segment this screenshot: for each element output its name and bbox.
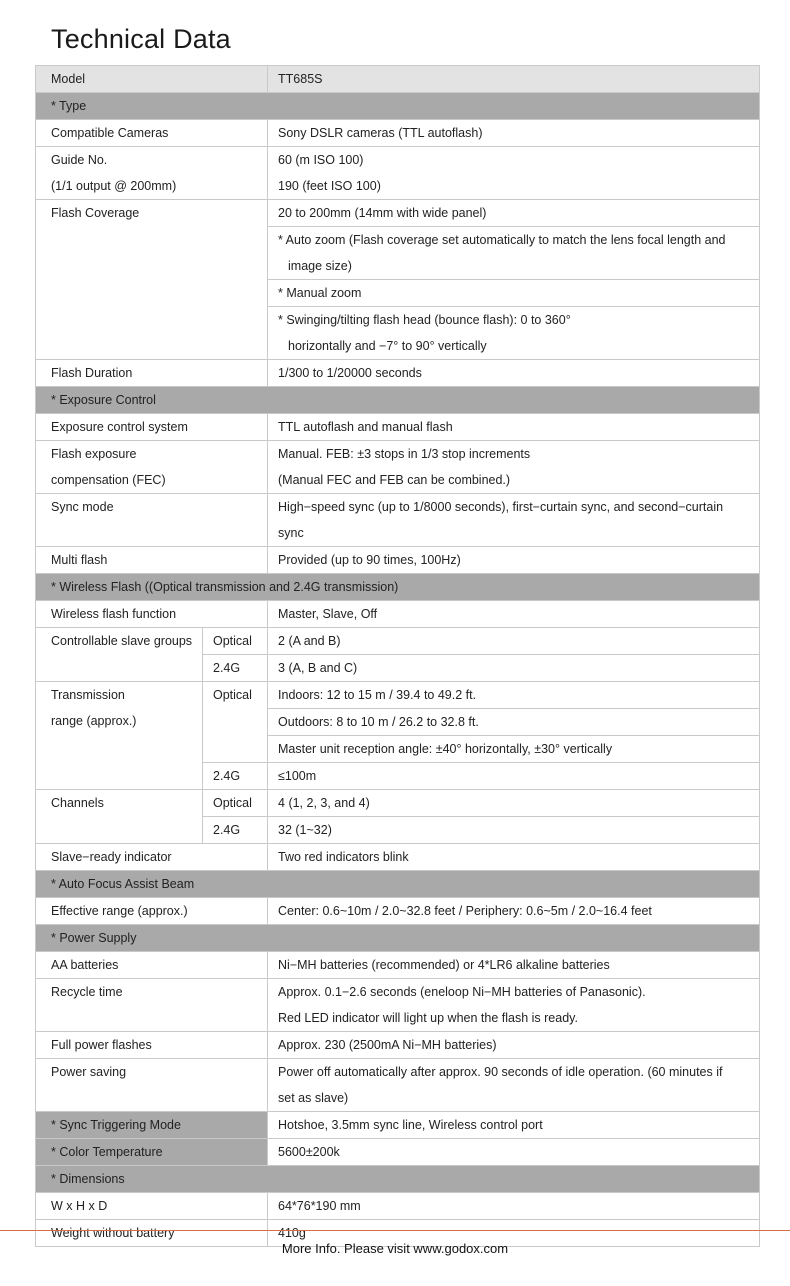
table-row — [36, 1059, 760, 1112]
spec-value-line: set as slave) — [278, 1091, 349, 1105]
spec-value: Indoors: 12 to 15 m / 39.4 to 49.2 ft. — [268, 682, 760, 709]
spec-label-line: range (approx.) — [51, 714, 137, 728]
spec-value-line: sync — [278, 526, 304, 540]
table-row — [36, 120, 760, 147]
spec-value: 32 (1~32) — [268, 817, 760, 844]
spec-label-line: (1/1 output @ 200mm) — [51, 179, 177, 193]
table-row — [36, 952, 760, 979]
section-title: * Type — [36, 93, 760, 120]
spec-value: 64*76*190 mm — [268, 1193, 760, 1220]
spec-value: 1/300 to 1/20000 seconds — [268, 360, 760, 387]
table-row — [36, 898, 760, 925]
section-header-af-assist — [36, 871, 760, 898]
spec-value-line: High−speed sync (up to 1/8000 seconds), first−curtain sync, and second−curtain — [278, 500, 724, 514]
spec-label: Channels — [36, 790, 203, 844]
spec-label-line: Flash exposure — [51, 447, 137, 461]
spec-label: Flash Duration — [36, 360, 268, 387]
section-title: * Dimensions — [36, 1166, 760, 1193]
spec-label: AA batteries — [36, 952, 268, 979]
spec-value-line: 60 (m ISO 100) — [278, 153, 364, 167]
spec-value: ≤100m — [268, 763, 760, 790]
spec-label: Power saving — [36, 1059, 268, 1112]
spec-value: * Manual zoom — [268, 280, 760, 307]
spec-value: Sony DSLR cameras (TTL autoflash) — [268, 120, 760, 147]
spec-value — [268, 441, 760, 494]
spec-label — [36, 441, 268, 494]
spec-value: 5600±200k — [268, 1139, 760, 1166]
spec-value: Hotshoe, 3.5mm sync line, Wireless control port — [268, 1112, 760, 1139]
section-header-exposure — [36, 387, 760, 414]
spec-label-line: compensation (FEC) — [51, 473, 166, 487]
page-title: Technical Data — [51, 24, 231, 54]
table-row — [36, 547, 760, 574]
section-title: * Exposure Control — [36, 387, 760, 414]
spec-value: Approx. 230 (2500mA Ni−MH batteries) — [268, 1032, 760, 1059]
section-header-power — [36, 925, 760, 952]
section-header-type — [36, 93, 760, 120]
spec-value-line: * Auto zoom (Flash coverage set automatically to match the lens focal length and — [278, 233, 726, 247]
spec-label: Wireless flash function — [36, 601, 268, 628]
footer-divider — [0, 1230, 790, 1231]
section-title: * Color Temperature — [36, 1139, 268, 1166]
spec-value-line: (Manual FEC and FEB can be combined.) — [278, 473, 511, 487]
spec-value-line: image size) — [288, 259, 352, 273]
transmission-type: 2.4G — [203, 763, 268, 790]
spec-label: Controllable slave groups — [36, 628, 203, 682]
transmission-type: Optical — [203, 682, 268, 763]
table-row — [36, 601, 760, 628]
spec-value-line: Red LED indicator will light up when the flash is ready. — [278, 1011, 578, 1025]
table-row — [36, 844, 760, 871]
spec-label — [36, 147, 268, 200]
spec-value: 20 to 200mm (14mm with wide panel) — [268, 200, 760, 227]
spec-value — [268, 979, 760, 1032]
table-row — [36, 1112, 760, 1139]
spec-label-line: Transmission — [51, 688, 125, 702]
spec-label: Exposure control system — [36, 414, 268, 441]
section-title: * Wireless Flash ((Optical transmission and 2.4G transmission) — [36, 574, 760, 601]
spec-label: Recycle time — [36, 979, 268, 1032]
spec-value: Provided (up to 90 times, 100Hz) — [268, 547, 760, 574]
model-value: TT685S — [268, 66, 760, 93]
spec-value-line: horizontally and −7° to 90° vertically — [288, 339, 487, 353]
spec-label: W x H x D — [36, 1193, 268, 1220]
section-title: * Power Supply — [36, 925, 760, 952]
spec-value-line: 190 (feet ISO 100) — [278, 179, 381, 193]
table-row — [36, 414, 760, 441]
spec-value: Outdoors: 8 to 10 m / 26.2 to 32.8 ft. — [268, 709, 760, 736]
spec-value: Master, Slave, Off — [268, 601, 760, 628]
spec-value: Two red indicators blink — [268, 844, 760, 871]
table-row — [36, 441, 760, 494]
table-row — [36, 200, 760, 227]
spec-label: Effective range (approx.) — [36, 898, 268, 925]
spec-value: TTL autoflash and manual flash — [268, 414, 760, 441]
transmission-type: Optical — [203, 790, 268, 817]
table-row — [36, 1139, 760, 1166]
table-row — [36, 147, 760, 200]
table-row — [36, 494, 760, 547]
section-header-dimensions — [36, 1166, 760, 1193]
spec-label: Multi flash — [36, 547, 268, 574]
spec-value: 2 (A and B) — [268, 628, 760, 655]
table-row — [36, 628, 760, 655]
spec-value-line: Approx. 0.1−2.6 seconds (eneloop Ni−MH batteries of Panasonic). — [278, 985, 646, 999]
spec-label-line: Guide No. — [51, 153, 108, 167]
spec-value — [268, 307, 760, 360]
spec-value: Master unit reception angle: ±40° horizontally, ±30° vertically — [268, 736, 760, 763]
spec-value: Ni−MH batteries (recommended) or 4*LR6 alkaline batteries — [268, 952, 760, 979]
spec-value: Center: 0.6~10m / 2.0~32.8 feet / Periphery: 0.6~5m / 2.0~16.4 feet — [268, 898, 760, 925]
table-row — [36, 66, 760, 93]
table-row — [36, 790, 760, 817]
spec-value — [268, 147, 760, 200]
spec-label — [36, 682, 203, 790]
model-label: Model — [36, 66, 268, 93]
footer-text: More Info. Please visit www.godox.com — [281, 1241, 509, 1256]
transmission-type: 2.4G — [203, 655, 268, 682]
section-header-wireless — [36, 574, 760, 601]
spec-label: Slave−ready indicator — [36, 844, 268, 871]
table-row — [36, 1193, 760, 1220]
spec-label: Compatible Cameras — [36, 120, 268, 147]
spec-value-line: * Swinging/tilting flash head (bounce flash): 0 to 360° — [278, 313, 571, 327]
spec-label: Sync mode — [36, 494, 268, 547]
transmission-type: Optical — [203, 628, 268, 655]
section-title: * Auto Focus Assist Beam — [36, 871, 760, 898]
spec-label: Weight without battery — [36, 1220, 268, 1247]
section-title: * Sync Triggering Mode — [36, 1112, 268, 1139]
table-row — [36, 979, 760, 1032]
spec-value — [268, 227, 760, 280]
spec-value-line: Manual. FEB: ±3 stops in 1/3 stop increments — [278, 447, 531, 461]
spec-table — [35, 65, 760, 1247]
spec-value — [268, 1059, 760, 1112]
spec-label: Flash Coverage — [36, 200, 268, 360]
table-row — [36, 1032, 760, 1059]
spec-label: Full power flashes — [36, 1032, 268, 1059]
table-row — [36, 682, 760, 709]
spec-value-line: Power off automatically after approx. 90 seconds of idle operation. (60 minutes if — [278, 1065, 723, 1079]
transmission-type: 2.4G — [203, 817, 268, 844]
spec-value: 4 (1, 2, 3, and 4) — [268, 790, 760, 817]
table-row — [36, 360, 760, 387]
spec-value: 410g — [268, 1220, 760, 1247]
spec-value — [268, 494, 760, 547]
spec-value: 3 (A, B and C) — [268, 655, 760, 682]
